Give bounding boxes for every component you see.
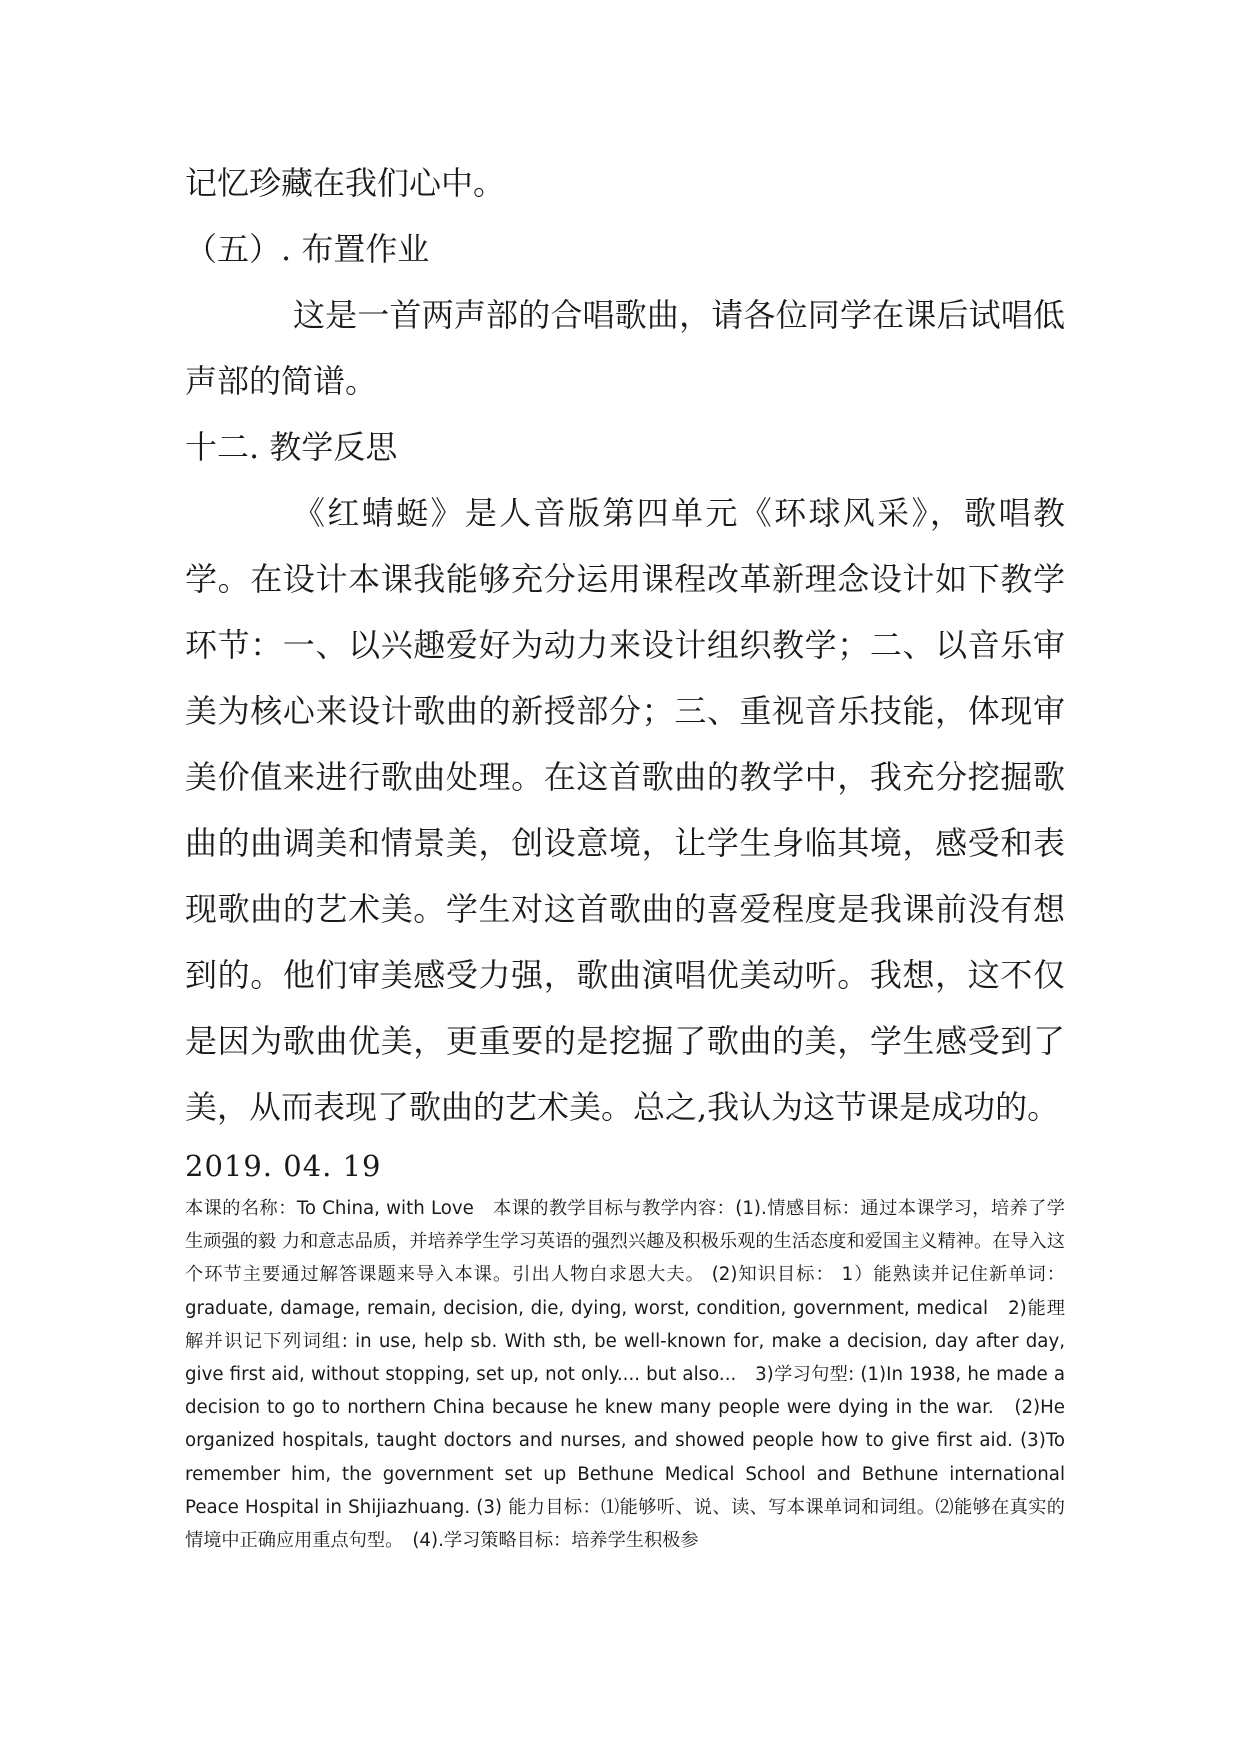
lesson-plan-paragraph: 本课的名称：To China, with Love 本课的教学目标与教学内容：(1).情感目标：通过本课学习，培养了学生顽强的毅 力和意志品质，并培养学生学习英语的强烈兴趣及积极乐观的生活态度和爱国主义精神。在导入这个环节主要通过解答课题来导入本课。引出人物白求恩大夫。 (2)知识目标： 1）能熟读并记住新单词：graduate, damage, remain, decision, die, dying, worst, condition, government, medical 2)能理解并识记下列词组: in use, help sb. With sth, be well-known for, make a decision, day after day, give first aid, without stopping, set up, not only.... but also... 3)学习句型: (1)In 1938, he made a decision to go to northern China because he knew many people were dying in the war. (2)He organized hospitals, taught doctors and nurses, and showed people how to give first aid. (3)To remember him, the government set up Bethune Medical School and Bethune international Peace Hospital in Shijiazhuang. (3) 能力目标：⑴能够听、说、读、写本课单词和词组。⑵能够在真实的情境中正确应用重点句型。 (4).学习策略目标：培养学生积极参 bbox=[185, 1198, 1065, 1552]
carryover-line: 记忆珍藏在我们心中。 bbox=[185, 164, 506, 202]
reflection-heading: 十二. 教学反思 bbox=[185, 428, 398, 466]
reflection-paragraph: 《红蜻蜓》是人音版第四单元《环球风采》，歌唱教学。在设计本课我能够充分运用课程改革新理念设计如下教学环节：一、以兴趣爱好为动力来设计组织教学；二、以音乐审美为核心来设计歌曲的新授部分；三、重视音乐技能，体现审美价值来进行歌曲处理。在这首歌曲的教学中，我充分挖掘歌曲的曲调美和情景美，创设意境，让学生身临其境，感受和表现歌曲的艺术美。学生对这首歌曲的喜爱程度是我课前没有想到的。他们审美感受力强，歌曲演唱优美动听。我想，这不仅是因为歌曲优美，更重要的是挖掘了歌曲的美，学生感受到了美，从而表现了歌曲的艺术美。总之,我认为这节课是成功的。 bbox=[185, 494, 1065, 1126]
homework-paragraph: 这是一首两声部的合唱歌曲，请各位同学在课后试唱低声部的简谱。 bbox=[185, 296, 1065, 400]
document-page bbox=[185, 150, 1065, 1557]
date-line: 2019. 04. 19 bbox=[185, 1149, 382, 1183]
homework-heading: （五）. 布置作业 bbox=[185, 230, 430, 268]
